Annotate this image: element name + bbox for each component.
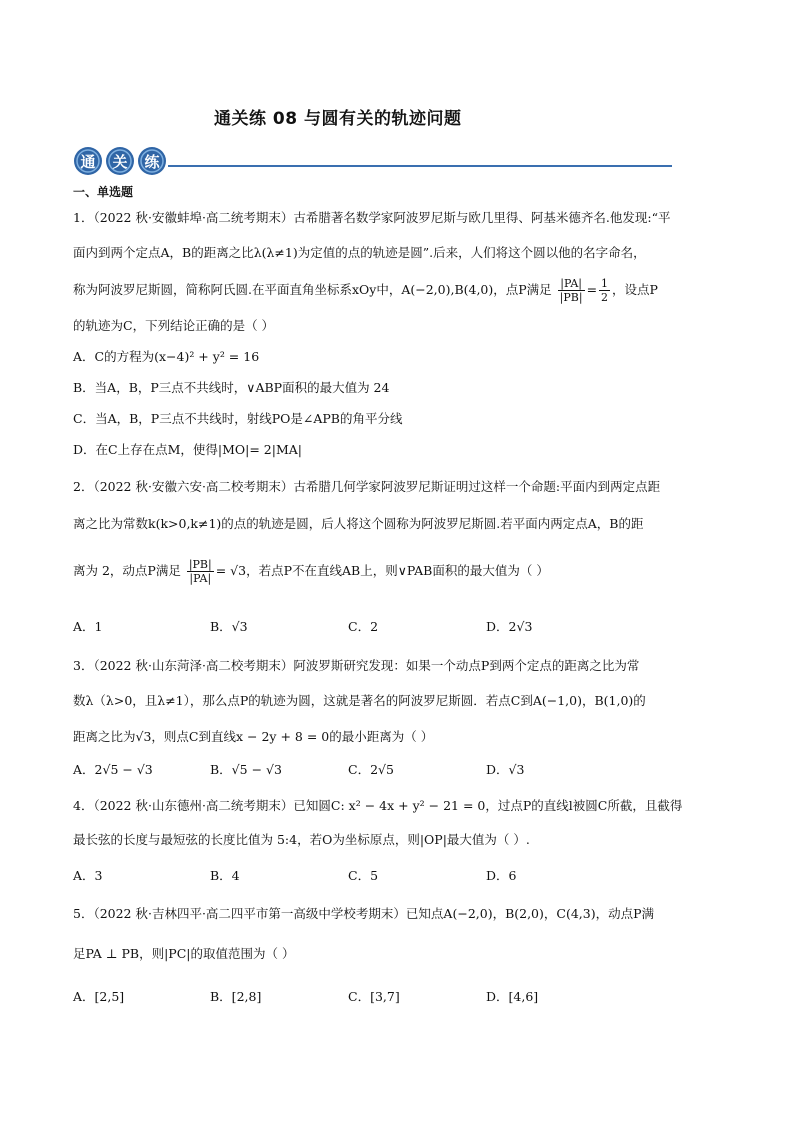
q2-line-3-tail: = √3，若点P不在直线AB上，则∨PAB面积的最大值为（ ） (215, 563, 549, 578)
q5-option-c[interactable]: C．[3,7] (348, 989, 400, 1004)
svg-text:通: 通 (80, 153, 96, 171)
q4-option-a[interactable]: A．3 (73, 868, 103, 883)
q3-option-a[interactable]: A．2√5 − √3 (73, 762, 153, 777)
q2-line-3 (73, 558, 549, 585)
section-heading: 一、单选题 (73, 185, 134, 199)
q1-option-c[interactable]: C．当A，B，P三点不共线时，射线PO是∠APB的角平分线 (73, 411, 403, 426)
q5-option-b[interactable]: B．[2,8] (210, 989, 262, 1004)
q5-option-a[interactable]: A．[2,5] (73, 989, 125, 1004)
q1-line-4: 的轨迹为C，下列结论正确的是（ ） (73, 318, 275, 333)
q2-ratio-fraction: $\frac{|PB|}{|PA|}$ (188, 558, 212, 585)
q1-line-1: 1．（2022 秋·安徽蚌埠·高二统考期末）古希腊著名数学家阿波罗尼斯与欧几里得、阿基米德齐名.他发现:“平 (73, 210, 671, 225)
q2-option-a[interactable]: A．1 (73, 619, 103, 634)
q4-line-2: 最长弦的长度与最短弦的长度比值为 5:4，若O为坐标原点，则|OP|最大值为（ ）. (73, 832, 530, 847)
q1-line-3-text: 称为阿波罗尼斯圆，简称阿氏圆.在平面直角坐标系xOy中，A(−2,0),B(4,0)，点P满足 (73, 282, 552, 297)
q2-option-d[interactable]: D．2√3 (486, 619, 533, 634)
q1-ratio-value: $\frac{1}{2}$ (601, 277, 609, 304)
q5-line-2: 足PA ⊥ PB，则|PC|的取值范围为（ ） (73, 946, 295, 961)
q1-line-3-tail: ，设点P (612, 282, 658, 297)
q3-line-1: 3．（2022 秋·山东菏泽·高二校考期末）阿波罗斯研究发现：如果一个动点P到两个定点的距离之比为常 (73, 658, 640, 673)
q4-line-1: 4．（2022 秋·山东德州·高二统考期末）已知圆C: x² − 4x + y² − 21 = 0，过点P的直线l被圆C所截，且截得 (73, 798, 683, 813)
q4-option-b[interactable]: B．4 (210, 868, 240, 883)
q3-line-2: 数λ（λ>0，且λ≠1），那么点P的轨迹为圆，这就是著名的阿波罗尼斯圆．若点C到A(−1,0)，B(1,0)的 (73, 693, 646, 708)
q1-ratio-fraction: $\frac{|PA|}{|PB|}$ (559, 277, 583, 304)
tongguanlian-logo (72, 144, 172, 178)
q1-option-b[interactable]: B．当A，B，P三点不共线时，∨ABP面积的最大值为 24 (73, 380, 390, 395)
q5-option-d[interactable]: D．[4,6] (486, 989, 539, 1004)
q2-line-2: 离之比为常数k(k>0,k≠1)的点的轨迹是圆，后人将这个圆称为阿波罗尼斯圆.若平面内两定点A，B的距 (73, 516, 644, 531)
q2-option-b[interactable]: B．√3 (210, 619, 248, 634)
q5-line-1: 5．（2022 秋·吉林四平·高二四平市第一高级中学校考期末）已知点A(−2,0)，B(2,0)，C(4,3)，动点P满 (73, 906, 654, 921)
q2-option-c[interactable]: C．2 (348, 619, 379, 634)
q2-line-1: 2．（2022 秋·安徽六安·高二校考期末）古希腊几何学家阿波罗尼斯证明过这样一个命题:平面内到两定点距 (73, 479, 661, 494)
svg-text:关: 关 (112, 153, 128, 171)
q3-option-b[interactable]: B．√5 − √3 (210, 762, 282, 777)
q3-line-3: 距离之比为√3，则点C到直线x − 2y + 8 = 0的最小距离为（ ） (73, 729, 434, 744)
page-title: 通关练 08 与圆有关的轨迹问题 (214, 109, 462, 129)
q2-line-3-text: 离为 2，动点P满足 (73, 563, 181, 578)
svg-text:练: 练 (144, 153, 160, 171)
q1-line-2: 面内到两个定点A，B的距离之比λ(λ≠1)为定值的点的轨迹是圆”.后来，人们将这个圆以他的名字命名， (73, 245, 646, 260)
q1-line-3: 称为阿波罗尼斯圆，简称阿氏圆.在平面直角坐标系xOy中，A(−2,0),B(4,0)，点P满足 $\frac{|PA|}{|PB|}$ = $\frac{1}{2}$ ，设点P (73, 277, 658, 304)
q4-option-d[interactable]: D．6 (486, 868, 517, 883)
q1-option-d[interactable]: D．在C上存在点M，使得|MO|= 2|MA| (73, 442, 303, 457)
q3-option-d[interactable]: D．√3 (486, 762, 525, 777)
q3-option-c[interactable]: C．2√5 (348, 762, 394, 777)
header-rule (168, 165, 672, 167)
q4-option-c[interactable]: C．5 (348, 868, 379, 883)
q1-option-a[interactable]: A．C的方程为(x−4)² + y² = 16 (73, 349, 260, 364)
